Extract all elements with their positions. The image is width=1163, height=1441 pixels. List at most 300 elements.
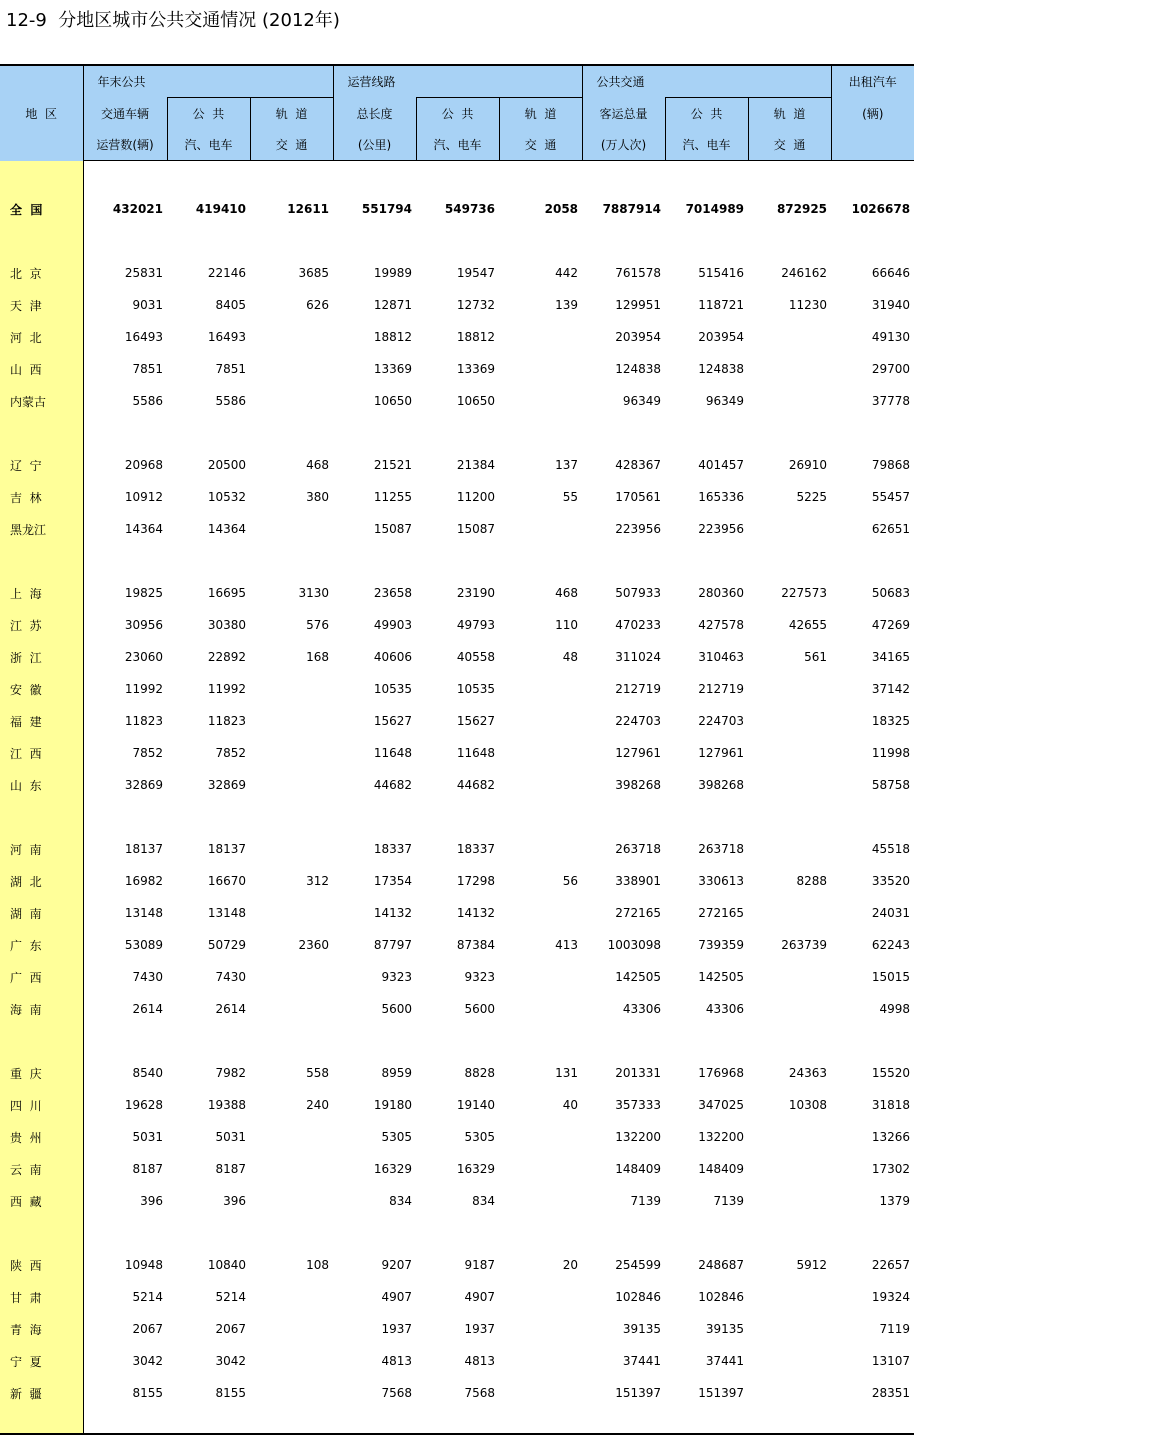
value-cell: 5600 [381, 1002, 413, 1016]
table-row [0, 1313, 914, 1345]
value-cell: 14364 [124, 522, 163, 536]
empty-cell [416, 225, 499, 257]
empty-cell [167, 225, 250, 257]
header-pass-bus-line1: 公 共 [665, 98, 748, 130]
value-cell: 24031 [871, 906, 911, 920]
region-name: 广 东 [0, 929, 83, 961]
value-cell: 626 [306, 298, 330, 312]
table-row [0, 993, 914, 1025]
value-cell: 22657 [871, 1258, 911, 1272]
value-cell: 10535 [373, 682, 413, 696]
empty-cell [250, 545, 333, 577]
region-cell-empty [0, 1025, 83, 1057]
value-cell: 28351 [871, 1386, 911, 1400]
value-cell [250, 961, 333, 993]
value-cell [748, 769, 831, 801]
empty-cell [333, 545, 416, 577]
value-cell: 22892 [207, 650, 246, 664]
value-cell: 24363 [788, 1066, 828, 1080]
value-cell: 22146 [207, 266, 246, 280]
region-name: 湖 北 [0, 865, 83, 897]
value-cell: 137 [555, 458, 579, 472]
value-cell: 127961 [615, 746, 662, 760]
value-cell: 5586 [215, 394, 246, 408]
value-cell [748, 1377, 831, 1409]
empty-cell [250, 417, 333, 449]
value-cell: 132200 [698, 1130, 745, 1144]
value-cell [748, 1281, 831, 1313]
value-cell: 8187 [215, 1162, 246, 1176]
empty-cell [582, 1409, 665, 1434]
empty-cell [665, 1409, 748, 1434]
value-cell [748, 385, 831, 417]
header-rail-line1: 轨 道 [250, 98, 333, 130]
header-group-passenger: 公共交通 [582, 65, 831, 98]
value-cell [499, 385, 582, 417]
value-cell: 50729 [207, 938, 246, 952]
value-cell: 25831 [124, 266, 163, 280]
value-cell: 515416 [698, 266, 745, 280]
spacer-row [0, 161, 914, 194]
value-cell: 224703 [615, 714, 662, 728]
value-cell: 13266 [871, 1130, 911, 1144]
value-cell: 16493 [124, 330, 163, 344]
region-cell-empty [0, 545, 83, 577]
region-name: 湖 南 [0, 897, 83, 929]
value-cell [748, 993, 831, 1025]
region-cell-empty [0, 225, 83, 257]
value-cell: 13369 [456, 362, 496, 376]
value-cell: 18325 [871, 714, 911, 728]
value-cell: 19140 [456, 1098, 496, 1112]
value-cell [499, 321, 582, 353]
value-cell: 3130 [298, 586, 330, 600]
value-cell: 8288 [796, 874, 828, 888]
table-body [0, 161, 914, 1435]
value-cell: 19388 [207, 1098, 246, 1112]
value-cell: 30956 [124, 618, 163, 632]
empty-cell [582, 1217, 665, 1249]
value-cell: 23060 [124, 650, 163, 664]
value-cell: 468 [306, 458, 330, 472]
value-cell [748, 705, 831, 737]
value-cell [250, 705, 333, 737]
table-row [0, 1249, 914, 1281]
value-cell: 8959 [381, 1066, 413, 1080]
header-route-total-line2: (公里) [333, 129, 416, 161]
empty-cell [831, 1025, 914, 1057]
region-name: 安 徽 [0, 673, 83, 705]
region-name: 重 庆 [0, 1057, 83, 1089]
empty-cell [333, 1409, 416, 1434]
value-cell: 2360 [298, 938, 330, 952]
public-transport-table [0, 64, 914, 1435]
value-cell: 7014989 [685, 202, 745, 216]
empty-cell [748, 225, 831, 257]
value-cell [250, 769, 333, 801]
empty-cell [499, 801, 582, 833]
header-route-bus-line2: 汽、电车 [416, 129, 499, 161]
value-cell: 10650 [456, 394, 496, 408]
empty-cell [831, 545, 914, 577]
value-cell: 419410 [195, 202, 246, 216]
value-cell: 16695 [207, 586, 246, 600]
region-name: 江 西 [0, 737, 83, 769]
empty-cell [748, 1217, 831, 1249]
value-cell [250, 897, 333, 929]
value-cell: 4907 [464, 1290, 496, 1304]
value-cell: 10308 [788, 1098, 828, 1112]
header-route-total-line1: 总长度 [333, 98, 416, 130]
empty-cell [83, 801, 167, 833]
value-cell: 17298 [456, 874, 496, 888]
value-cell: 62651 [871, 522, 911, 536]
value-cell: 37441 [705, 1354, 745, 1368]
region-name: 内蒙古 [0, 385, 83, 417]
value-cell: 5305 [464, 1130, 496, 1144]
value-cell: 50683 [871, 586, 911, 600]
value-cell: 9187 [464, 1258, 496, 1272]
value-cell: 7982 [215, 1066, 246, 1080]
header-rail-line2: 交 通 [250, 129, 333, 161]
value-cell: 31818 [871, 1098, 911, 1112]
value-cell: 10840 [207, 1258, 246, 1272]
value-cell: 212719 [615, 682, 662, 696]
empty-cell [416, 417, 499, 449]
value-cell: 2614 [215, 1002, 246, 1016]
value-cell: 16493 [207, 330, 246, 344]
value-cell [250, 1153, 333, 1185]
value-cell: 3685 [298, 266, 330, 280]
value-cell: 96349 [622, 394, 662, 408]
empty-cell [831, 1217, 914, 1249]
value-cell: 31940 [871, 298, 911, 312]
value-cell: 15627 [456, 714, 496, 728]
value-cell: 246162 [781, 266, 828, 280]
value-cell [250, 513, 333, 545]
value-cell [499, 353, 582, 385]
table-row [0, 897, 914, 929]
value-cell: 8828 [464, 1066, 496, 1080]
value-cell [250, 1345, 333, 1377]
value-cell: 170561 [615, 490, 662, 504]
value-cell: 43306 [622, 1002, 662, 1016]
header-veh-total-line2: 运营数(辆) [83, 129, 167, 161]
empty-cell [582, 225, 665, 257]
value-cell: 33520 [871, 874, 911, 888]
value-cell: 132200 [615, 1130, 662, 1144]
empty-cell [499, 1025, 582, 1057]
value-cell: 254599 [615, 1258, 662, 1272]
value-cell: 13369 [373, 362, 413, 376]
value-cell [499, 769, 582, 801]
value-cell: 16670 [207, 874, 246, 888]
table-row [0, 705, 914, 737]
value-cell: 96349 [705, 394, 745, 408]
value-cell [748, 897, 831, 929]
table-row [0, 353, 914, 385]
empty-cell [665, 801, 748, 833]
empty-cell [665, 417, 748, 449]
empty-cell [499, 417, 582, 449]
region-name: 海 南 [0, 993, 83, 1025]
table-row [0, 961, 914, 993]
value-cell: 19547 [456, 266, 496, 280]
value-cell: 168 [306, 650, 330, 664]
value-cell: 5214 [215, 1290, 246, 1304]
value-cell: 19628 [124, 1098, 163, 1112]
value-cell: 17354 [373, 874, 413, 888]
value-cell: 131 [555, 1066, 579, 1080]
value-cell: 8187 [132, 1162, 163, 1176]
value-cell: 124838 [698, 362, 745, 376]
header-pass-total-line2: (万人次) [582, 129, 665, 161]
value-cell: 576 [306, 618, 330, 632]
header-pass-total-line1: 客运总量 [582, 98, 665, 130]
value-cell: 151397 [615, 1386, 662, 1400]
value-cell [748, 1345, 831, 1377]
empty-cell [250, 1025, 333, 1057]
empty-cell [499, 1409, 582, 1434]
value-cell: 201331 [615, 1066, 662, 1080]
value-cell: 7139 [630, 1194, 662, 1208]
value-cell: 11255 [373, 490, 413, 504]
empty-cell [499, 1217, 582, 1249]
value-cell: 1937 [381, 1322, 413, 1336]
empty-cell [250, 801, 333, 833]
value-cell [748, 1313, 831, 1345]
value-cell: 40558 [456, 650, 496, 664]
value-cell: 18812 [456, 330, 496, 344]
empty-cell [665, 161, 748, 194]
region-name: 黑龙江 [0, 513, 83, 545]
empty-cell [167, 545, 250, 577]
value-cell: 263718 [698, 842, 745, 856]
value-cell: 19825 [124, 586, 163, 600]
value-cell: 396 [223, 1194, 246, 1208]
table-row [0, 929, 914, 961]
empty-cell [416, 801, 499, 833]
value-cell: 872925 [776, 202, 828, 216]
value-cell: 20500 [207, 458, 246, 472]
value-cell: 2614 [132, 1002, 163, 1016]
value-cell [250, 993, 333, 1025]
empty-cell [665, 545, 748, 577]
value-cell: 739359 [698, 938, 745, 952]
value-cell [250, 353, 333, 385]
value-cell: 263718 [615, 842, 662, 856]
empty-cell [83, 1025, 167, 1057]
value-cell: 223956 [615, 522, 662, 536]
region-name: 山 东 [0, 769, 83, 801]
empty-cell [416, 1025, 499, 1057]
value-cell: 20 [562, 1258, 579, 1272]
total-row [0, 193, 914, 225]
empty-cell [250, 1409, 333, 1434]
value-cell: 470233 [615, 618, 662, 632]
table-row [0, 1185, 914, 1217]
value-cell: 32869 [124, 778, 163, 792]
value-cell: 43306 [705, 1002, 745, 1016]
value-cell: 3042 [215, 1354, 246, 1368]
value-cell: 11648 [373, 746, 413, 760]
value-cell: 39135 [622, 1322, 662, 1336]
region-name: 吉 林 [0, 481, 83, 513]
value-cell: 240 [306, 1098, 330, 1112]
empty-cell [83, 1217, 167, 1249]
value-cell: 5912 [796, 1258, 828, 1272]
empty-cell [582, 161, 665, 194]
table-row [0, 257, 914, 289]
value-cell: 40 [562, 1098, 579, 1112]
table-row [0, 609, 914, 641]
empty-cell [582, 801, 665, 833]
value-cell [499, 737, 582, 769]
value-cell [748, 673, 831, 705]
value-cell: 272165 [698, 906, 745, 920]
region-name: 北 京 [0, 257, 83, 289]
value-cell: 401457 [698, 458, 745, 472]
table-row [0, 481, 914, 513]
header-group-vehicles: 年末公共 [83, 65, 333, 98]
table-row [0, 1281, 914, 1313]
value-cell: 834 [389, 1194, 413, 1208]
value-cell: 15087 [456, 522, 496, 536]
value-cell: 55457 [871, 490, 911, 504]
empty-cell [665, 1025, 748, 1057]
value-cell: 9207 [381, 1258, 413, 1272]
value-cell: 44682 [373, 778, 413, 792]
value-cell: 432021 [112, 202, 163, 216]
value-cell: 19324 [871, 1290, 911, 1304]
value-cell [250, 1281, 333, 1313]
value-cell: 5305 [381, 1130, 413, 1144]
empty-cell [499, 545, 582, 577]
value-cell: 13148 [207, 906, 246, 920]
table-row [0, 673, 914, 705]
value-cell: 310463 [698, 650, 745, 664]
region-name: 河 北 [0, 321, 83, 353]
value-cell: 203954 [615, 330, 662, 344]
value-cell: 18337 [456, 842, 496, 856]
spacer-row [0, 1217, 914, 1249]
value-cell: 3042 [132, 1354, 163, 1368]
value-cell: 507933 [615, 586, 662, 600]
value-cell: 1003098 [607, 938, 662, 952]
value-cell [499, 1281, 582, 1313]
spacer-row [0, 417, 914, 449]
value-cell: 18137 [124, 842, 163, 856]
value-cell: 17302 [871, 1162, 911, 1176]
value-cell: 19989 [373, 266, 413, 280]
value-cell [499, 1345, 582, 1377]
value-cell: 11230 [788, 298, 828, 312]
value-cell: 8405 [215, 298, 246, 312]
value-cell: 15627 [373, 714, 413, 728]
empty-cell [831, 417, 914, 449]
value-cell: 558 [306, 1066, 330, 1080]
value-cell: 47269 [871, 618, 911, 632]
value-cell: 10535 [456, 682, 496, 696]
value-cell: 45518 [871, 842, 911, 856]
value-cell [250, 1121, 333, 1153]
value-cell: 87797 [373, 938, 413, 952]
value-cell: 151397 [698, 1386, 745, 1400]
region-name: 全 国 [0, 193, 83, 225]
value-cell: 23190 [456, 586, 496, 600]
value-cell: 413 [555, 938, 579, 952]
value-cell: 49793 [456, 618, 496, 632]
empty-cell [167, 1025, 250, 1057]
empty-cell [831, 801, 914, 833]
value-cell: 14132 [456, 906, 496, 920]
table-row [0, 577, 914, 609]
value-cell: 330613 [698, 874, 745, 888]
value-cell: 2067 [132, 1322, 163, 1336]
value-cell: 4998 [879, 1002, 911, 1016]
value-cell: 18337 [373, 842, 413, 856]
value-cell: 280360 [698, 586, 745, 600]
region-name: 辽 宁 [0, 449, 83, 481]
value-cell: 12732 [456, 298, 496, 312]
empty-cell [831, 1409, 914, 1434]
region-cell-empty [0, 1409, 83, 1434]
value-cell [499, 673, 582, 705]
value-cell: 13148 [124, 906, 163, 920]
value-cell: 34165 [871, 650, 911, 664]
region-name: 山 西 [0, 353, 83, 385]
empty-cell [333, 161, 416, 194]
empty-cell [333, 417, 416, 449]
value-cell: 5586 [132, 394, 163, 408]
value-cell [748, 833, 831, 865]
header-bus-line2: 汽、电车 [167, 129, 250, 161]
value-cell [499, 993, 582, 1025]
value-cell: 42655 [788, 618, 828, 632]
value-cell: 468 [555, 586, 579, 600]
region-name: 宁 夏 [0, 1345, 83, 1377]
region-name: 西 藏 [0, 1185, 83, 1217]
value-cell: 102846 [615, 1290, 662, 1304]
spacer-row [0, 801, 914, 833]
empty-cell [250, 225, 333, 257]
value-cell: 108 [306, 1258, 330, 1272]
header-route-rail-line1: 轨 道 [499, 98, 582, 130]
value-cell: 347025 [698, 1098, 745, 1112]
table-bottom-spacer [0, 1409, 914, 1434]
value-cell [499, 1121, 582, 1153]
value-cell: 142505 [698, 970, 745, 984]
value-cell: 15015 [871, 970, 911, 984]
value-cell [250, 321, 333, 353]
value-cell: 7851 [132, 362, 163, 376]
empty-cell [83, 225, 167, 257]
value-cell: 9323 [464, 970, 496, 984]
value-cell [250, 1185, 333, 1217]
value-cell: 11823 [124, 714, 163, 728]
value-cell: 37778 [871, 394, 911, 408]
value-cell: 7430 [215, 970, 246, 984]
value-cell: 10912 [124, 490, 163, 504]
value-cell: 8540 [132, 1066, 163, 1080]
region-cell-empty [0, 417, 83, 449]
value-cell: 396 [140, 1194, 163, 1208]
spacer-row [0, 225, 914, 257]
value-cell: 212719 [698, 682, 745, 696]
value-cell: 18137 [207, 842, 246, 856]
value-cell [499, 961, 582, 993]
empty-cell [748, 417, 831, 449]
